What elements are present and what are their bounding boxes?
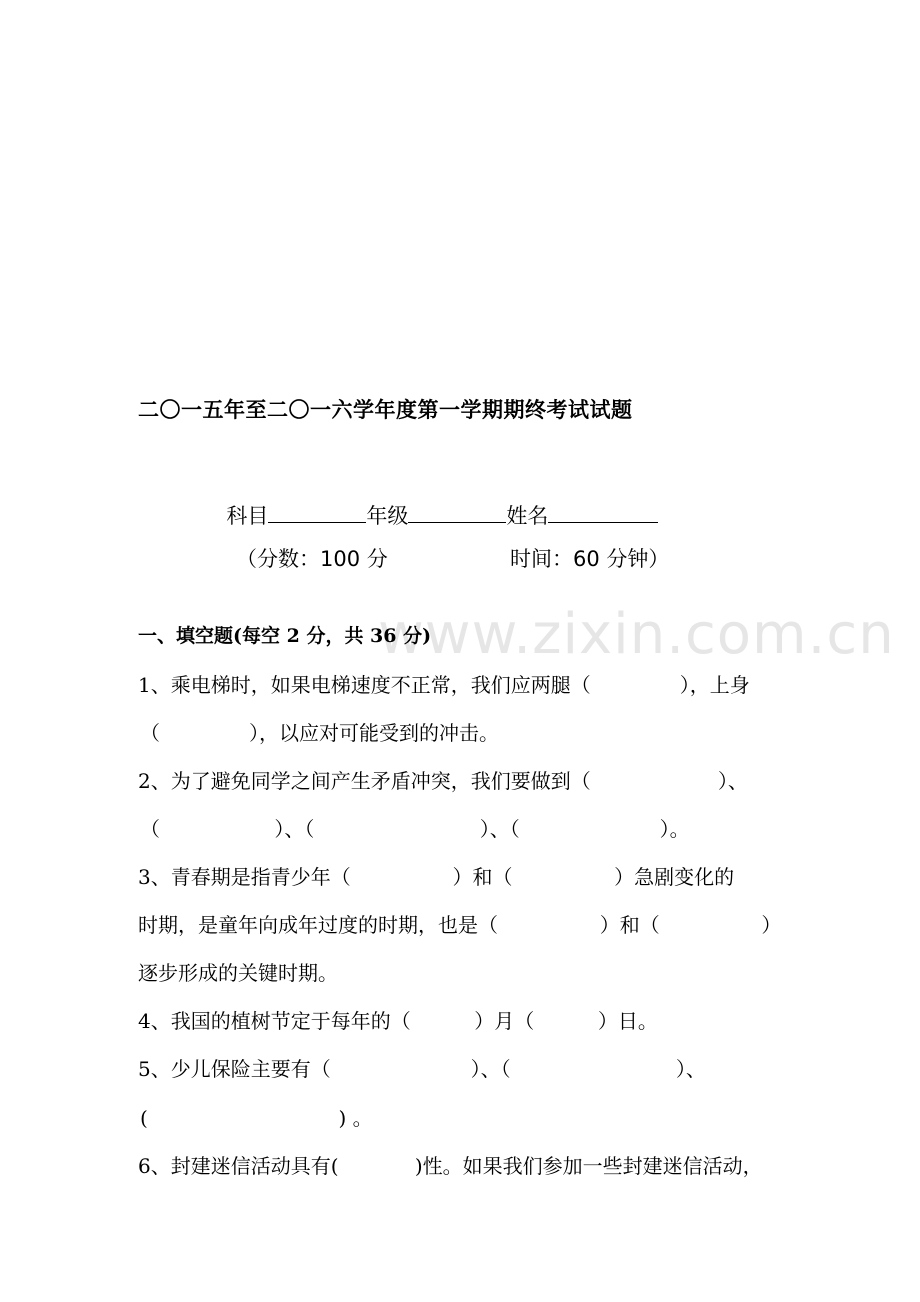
question-2-line-2: （ ）、（ ）、（ ）。: [140, 817, 690, 841]
question-3-line-3: 逐步形成的关键时期。: [138, 961, 338, 985]
grade-blank: [408, 500, 506, 523]
time-info: 时间：60 分钟）: [510, 547, 670, 571]
watermark: www.zixin.com.cn: [378, 602, 895, 667]
score-info: （分数：100 分: [236, 547, 388, 571]
name-label: 姓名: [506, 504, 549, 528]
question-5-line-1: 5、少儿保险主要有（ ）、（ ）、: [138, 1057, 706, 1081]
question-3-line-1: 3、青春期是指青少年（ ）和（ ）急剧变化的: [138, 865, 735, 889]
grade-label: 年级: [366, 504, 409, 528]
subject-label: 科目: [226, 504, 269, 528]
question-2-line-1: 2、为了避免同学之间产生矛盾冲突，我们要做到（ ）、: [138, 769, 748, 793]
name-blank: [548, 500, 658, 523]
subject-blank: [268, 500, 366, 523]
question-1-line-1: 1、乘电梯时，如果电梯速度不正常，我们应两腿（ ），上身: [138, 673, 750, 697]
question-1-line-2: （ ），以应对可能受到的冲击。: [140, 721, 500, 745]
question-5-line-2: ( ) 。: [140, 1106, 373, 1130]
student-info-line: [213, 472, 658, 530]
question-3-line-2: 时期，是童年向成年过度的时期，也是（ ）和（ ）: [138, 913, 782, 937]
question-4-line-1: 4、我国的植树节定于每年的（ ）月（ ）日。: [138, 1009, 658, 1033]
exam-title: 二〇一五年至二〇一六学年度第一学期期终考试试题: [138, 397, 633, 422]
question-6-line-1: 6、封建迷信活动具有( )性。如果我们参加一些封建迷信活动，: [138, 1154, 763, 1178]
section-heading: 一、填空题(每空 2 分，共 36 分): [138, 625, 432, 647]
